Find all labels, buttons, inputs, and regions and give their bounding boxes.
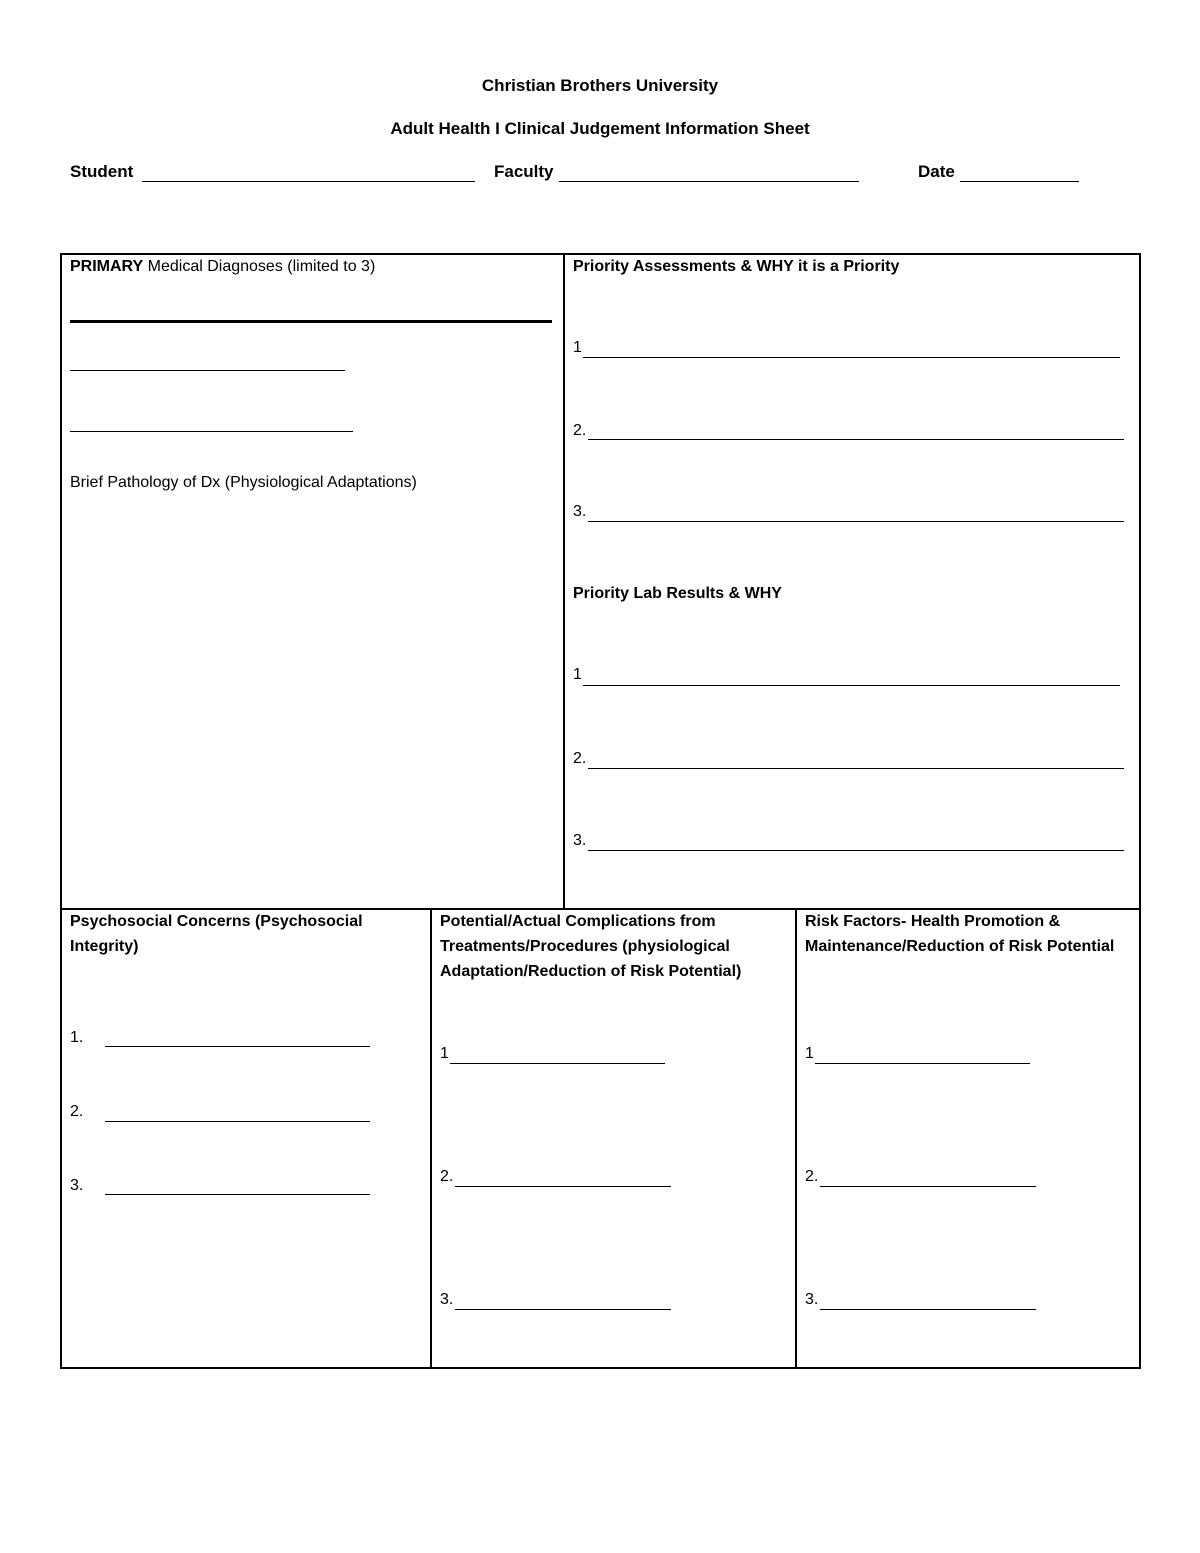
lab-2-field[interactable]	[588, 768, 1124, 769]
complication-number: 3.	[440, 1291, 454, 1308]
faculty-field[interactable]	[559, 181, 859, 182]
risk-factors-box	[795, 908, 1141, 1369]
lab-number: 2.	[573, 750, 587, 767]
complications-heading: Potential/Actual Complications from Treatments/Procedures (physiological Adaptation/Reduction of Risk Potential)	[440, 913, 742, 980]
risk-factor-number: 3.	[805, 1291, 819, 1308]
diagnoses-heading-bold: PRIMARY	[70, 258, 144, 275]
psychosocial-1-field[interactable]	[105, 1046, 370, 1047]
complication-3-field[interactable]	[455, 1309, 671, 1310]
risk-factor-1-field[interactable]	[815, 1063, 1030, 1064]
psychosocial-heading: Psychosocial Concerns (Psychosocial Integrity)	[70, 913, 363, 955]
risk-factor-number: 1	[805, 1045, 814, 1062]
complication-number: 1	[440, 1045, 449, 1062]
lab-3-field[interactable]	[588, 850, 1124, 851]
lab-1-field[interactable]	[583, 685, 1120, 686]
diagnoses-box	[60, 253, 565, 910]
faculty-label: Faculty	[494, 162, 554, 181]
assessment-3-field[interactable]	[588, 521, 1124, 522]
complication-1-field[interactable]	[450, 1063, 665, 1064]
diagnosis-2-field[interactable]	[70, 370, 345, 371]
psychosocial-3-field[interactable]	[105, 1194, 370, 1195]
psychosocial-2-field[interactable]	[105, 1121, 370, 1122]
assessment-number: 3.	[573, 503, 587, 520]
date-field[interactable]	[960, 181, 1079, 182]
psychosocial-box	[60, 908, 432, 1369]
diagnoses-heading	[70, 254, 375, 279]
university-name: Christian Brothers University	[481, 76, 719, 95]
diagnosis-3-field[interactable]	[70, 431, 353, 432]
psychosocial-number: 3.	[70, 1177, 84, 1194]
student-field[interactable]	[142, 181, 475, 182]
psychosocial-number: 2.	[70, 1103, 84, 1120]
risk-factor-number: 2.	[805, 1168, 819, 1185]
assessment-number: 1	[573, 339, 582, 356]
risk-factor-3-field[interactable]	[820, 1309, 1036, 1310]
psychosocial-number: 1.	[70, 1029, 84, 1046]
assessment-1-field[interactable]	[583, 357, 1120, 358]
labs-heading: Priority Lab Results & WHY	[573, 585, 782, 602]
student-label: Student	[70, 162, 134, 181]
date-label: Date	[918, 162, 955, 181]
lab-number: 1	[573, 666, 582, 683]
complication-number: 2.	[440, 1168, 454, 1185]
lab-number: 3.	[573, 832, 587, 849]
diagnosis-1-field[interactable]	[70, 320, 552, 323]
assessment-2-field[interactable]	[588, 439, 1124, 440]
assessments-heading: Priority Assessments & WHY it is a Priority	[573, 258, 900, 275]
risk-factors-heading: Risk Factors- Health Promotion & Maintenance/Reduction of Risk Potential	[805, 913, 1115, 955]
sheet-title: Adult Health I Clinical Judgement Information Sheet	[390, 119, 810, 138]
risk-factor-2-field[interactable]	[820, 1186, 1036, 1187]
assessment-number: 2.	[573, 422, 587, 439]
diagnoses-heading-rest: Medical Diagnoses (limited to 3)	[143, 258, 376, 275]
pathology-label: Brief Pathology of Dx (Physiological Adaptations)	[70, 474, 417, 491]
complication-2-field[interactable]	[455, 1186, 671, 1187]
